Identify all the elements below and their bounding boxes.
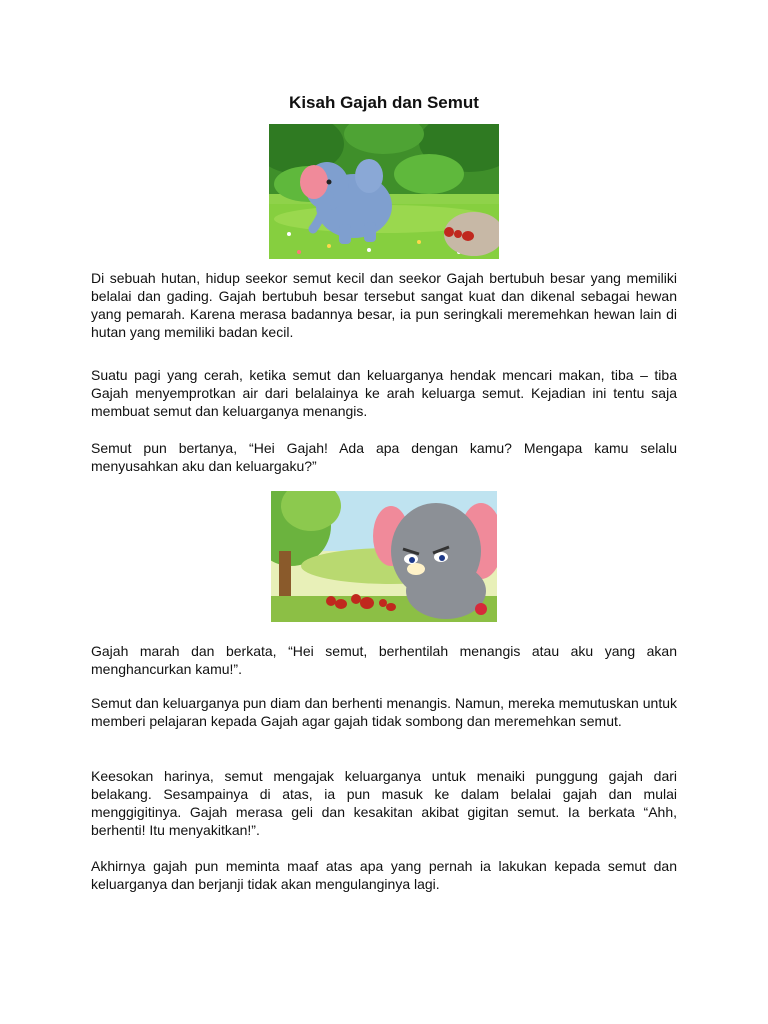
illustration-elephant-ant-jungle	[269, 124, 499, 259]
paragraph-6: Keesokan harinya, semut mengajak keluarganya untuk menaiki punggung gajah dari belakang. Sesampainya di atas, ia pun masuk ke dalam belalai gajah dan mulai menggigitinya. Gajah merasa geli dan kesakitan akibat gigitan semut. Ia berkata “Ahh, berhenti! Itu menyakitkan!”.	[91, 768, 677, 838]
paragraph-2: Suatu pagi yang cerah, ketika semut dan keluarganya hendak mencari makan, tiba – tiba Gajah menyemprotkan air dari belalainya ke arah keluarga semut. Kejadian ini tentu saja membuat semut dan keluarganya menangis.	[91, 367, 677, 419]
paragraph-1: Di sebuah hutan, hidup seekor semut kecil dan seekor Gajah bertubuh besar yang memiliki belalai dan gading. Gajah bertubuh besar tersebut sangat kuat dan dikenal sebagai hewan yang pemarah. Karena merasa badannya besar, ia pun seringkali meremehkan hewan lain di hutan yang memiliki badan kecil.	[91, 270, 677, 340]
paragraph-5: Semut dan keluarganya pun diam dan berhenti menangis. Namun, mereka memutuskan untuk memberi pelajaran kepada Gajah agar gajah tidak sombong dan meremehkan semut.	[91, 695, 677, 729]
story-title: Kisah Gajah dan Semut	[289, 93, 479, 112]
illustration-angry-elephant-ants	[271, 491, 497, 622]
paragraph-4: Gajah marah dan berkata, “Hei semut, berhentilah menangis atau aku yang akan menghancurkan kamu!”.	[91, 643, 677, 677]
paragraph-7: Akhirnya gajah pun meminta maaf atas apa yang pernah ia lakukan kepada semut dan keluarganya dan berjanji tidak akan mengulanginya lagi.	[91, 858, 677, 892]
paragraph-3: Semut pun bertanya, “Hei Gajah! Ada apa dengan kamu? Mengapa kamu selalu menyusahkan aku dan keluargaku?”	[91, 440, 677, 474]
